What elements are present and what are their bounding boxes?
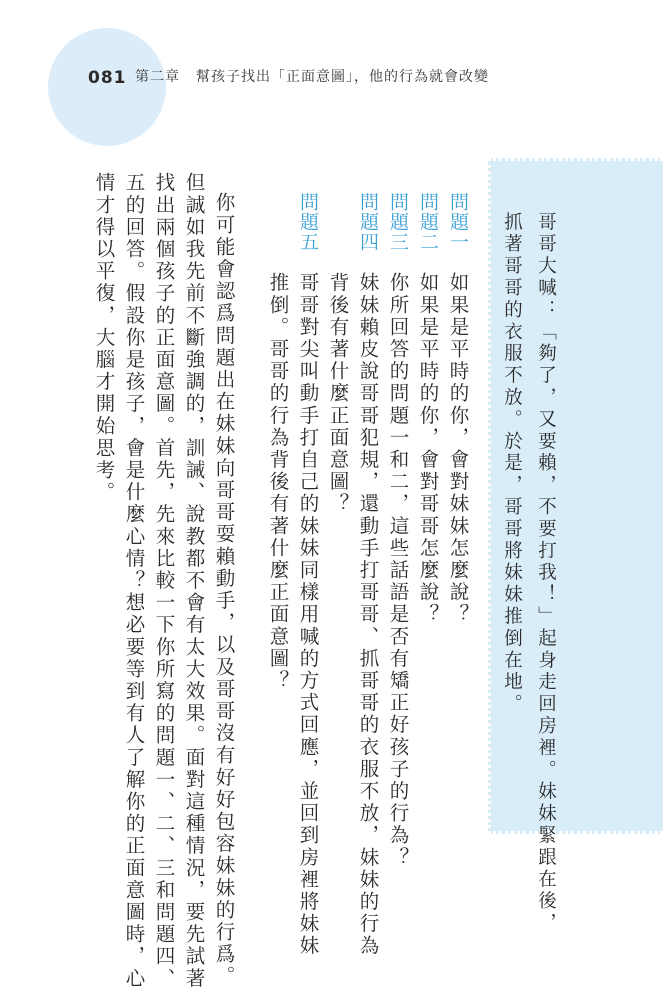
callout-line-2: 抓著哥哥的衣服不放。於是，哥哥將妹妹推倒在地。 bbox=[501, 212, 523, 716]
question-label-5: 問題五 bbox=[297, 192, 319, 252]
question-text-2: 如果是平時的你，會對哥哥怎麼說？ bbox=[416, 272, 440, 626]
question-label-2: 問題二 bbox=[417, 192, 439, 252]
question-text-5-line-2: 推倒。哥哥的行為背後有著什麼正面意圖？ bbox=[266, 272, 290, 692]
body-line-4: 五的回答。假設你是孩子，會是什麼心情？想必要等到有人了解你的正面意圖時，心 bbox=[122, 172, 146, 990]
question-label-1: 問題一 bbox=[447, 192, 469, 252]
body-line-1: 你可能會認爲問題出在妹妹向哥哥耍賴動手，以及哥哥沒有好好包容妹妹的行爲。 bbox=[212, 192, 236, 988]
question-text-4-line-2: 背後有著什麼正面意圖？ bbox=[326, 272, 350, 516]
page-number: 081 bbox=[88, 68, 127, 88]
question-text-3: 你所回答的問題一和二，這些話語是否有矯正好孩子的行為？ bbox=[386, 272, 410, 869]
body-line-5: 情才得以平復，大腦才開始思考。 bbox=[92, 172, 116, 504]
callout-line-1: 哥哥大喊：「夠了，又要賴，不要打我！」起身走回房裡。妹妹緊跟在後， bbox=[535, 212, 557, 935]
question-label-3: 問題三 bbox=[387, 192, 409, 252]
body-line-2: 但誠如我先前不斷強調的，訓誡、說教都不會有太大效果。面對這種情況，要先試著 bbox=[182, 172, 206, 990]
question-text-5-line-1: 哥哥對尖叫動手打自己的妹妹同樣用喊的方式回應，並回到房裡將妹妹 bbox=[296, 272, 320, 958]
question-text-1: 如果是平時的你，會對妹妹怎麼說？ bbox=[446, 272, 470, 626]
running-header bbox=[135, 66, 489, 86]
chapter-title: 幫孩子找出「正面意圖」，他的行為就會改變 bbox=[196, 69, 489, 85]
question-text-4-line-1: 妹妹賴皮說哥哥犯規，還動手打哥哥、抓哥哥的衣服不放，妹妹的行為 bbox=[356, 272, 380, 958]
question-label-4: 問題四 bbox=[357, 192, 379, 252]
chapter-label: 第二章 bbox=[135, 69, 180, 85]
body-line-3: 找出兩個孩子的正面意圖。首先，先來比較一下你所寫的問題一、二、三和問題四、 bbox=[152, 172, 176, 990]
